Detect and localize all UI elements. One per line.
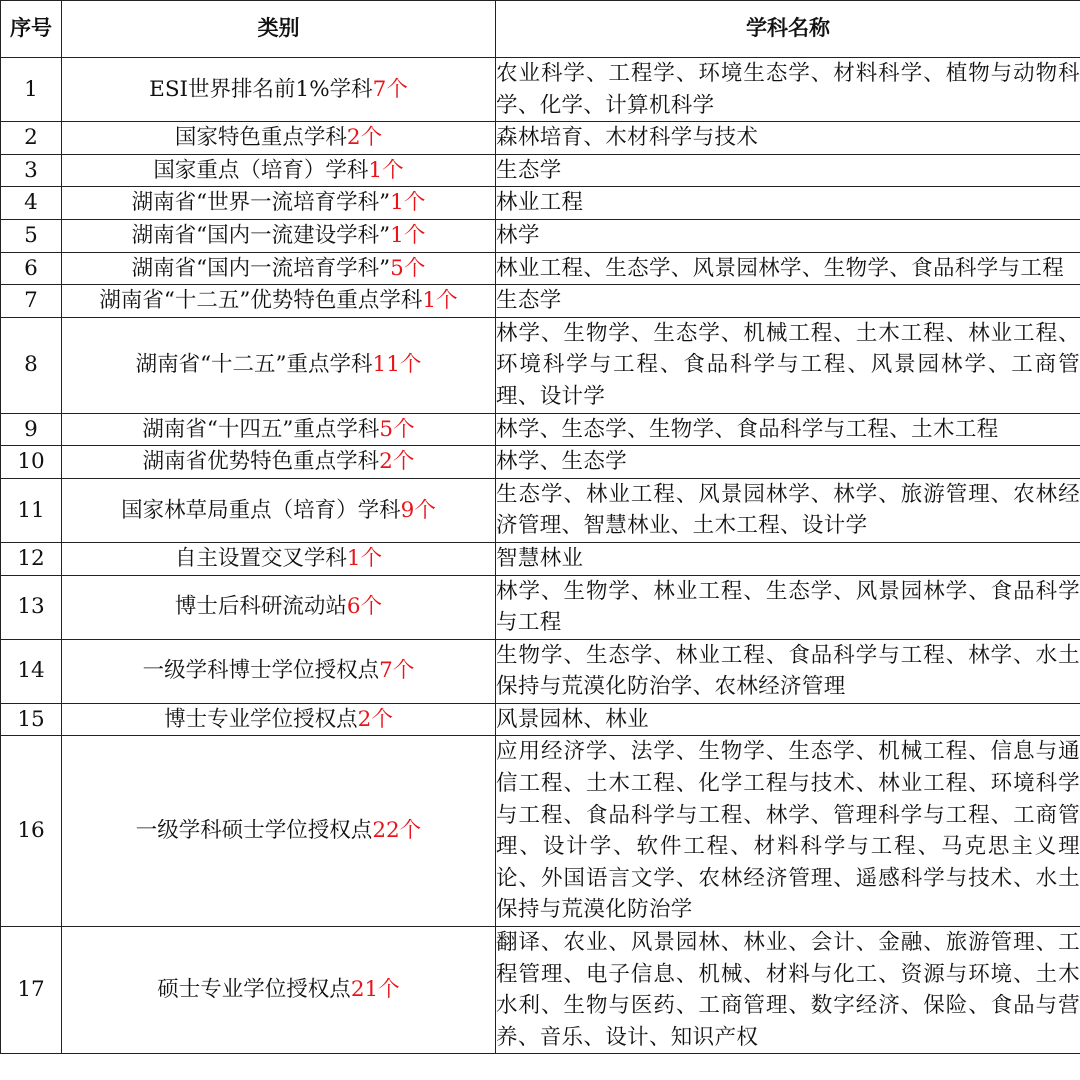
- row-index: 17: [1, 927, 62, 1054]
- category-count: 2: [346, 125, 361, 151]
- category-count: 5: [379, 416, 394, 442]
- header-row: [1, 1, 1080, 58]
- row-index: 15: [1, 703, 62, 736]
- row-discipline-names: 林学、生态学、生物学、食品科学与工程、土木工程: [496, 413, 1080, 446]
- row-index: 11: [1, 478, 62, 542]
- row-index: 5: [1, 219, 62, 252]
- row-index: 6: [1, 252, 62, 285]
- table-row: [1, 317, 1080, 413]
- row-category: [62, 58, 496, 122]
- table-row: [1, 639, 1080, 703]
- category-count: 1: [390, 222, 404, 248]
- category-label: 湖南省“十二五”重点学科: [135, 352, 373, 378]
- row-discipline-names: 林学、生物学、林业工程、生态学、风景园林学、食品科学与工程: [496, 575, 1080, 639]
- row-category: [62, 927, 496, 1054]
- row-discipline-names: 智慧林业: [496, 542, 1080, 575]
- header-category: 类别: [62, 1, 496, 58]
- category-count-unit: 个: [360, 545, 383, 571]
- category-count: 7: [372, 76, 387, 102]
- category-count: 6: [346, 594, 361, 620]
- category-label: 博士专业学位授权点: [164, 706, 358, 732]
- category-count: 22: [372, 818, 400, 844]
- row-index: 13: [1, 575, 62, 639]
- category-count: 2: [379, 449, 393, 475]
- category-count: 1: [422, 288, 437, 314]
- table-row: [1, 736, 1080, 927]
- category-count-unit: 个: [392, 449, 415, 475]
- table-row: [1, 219, 1080, 252]
- row-category: [62, 122, 496, 155]
- category-label: 博士后科研流动站: [174, 594, 347, 620]
- category-label: 国家林草局重点（培育）学科: [121, 497, 401, 523]
- category-label: 湖南省“十二五”优势特色重点学科: [99, 288, 423, 314]
- row-category: [62, 187, 496, 220]
- row-category: [62, 542, 496, 575]
- table-row: [1, 478, 1080, 542]
- category-count-unit: 个: [360, 594, 383, 620]
- category-count-unit: 个: [414, 497, 436, 523]
- table-row: [1, 413, 1080, 446]
- row-category: [62, 575, 496, 639]
- table-row: [1, 703, 1080, 736]
- row-index: 12: [1, 542, 62, 575]
- category-count: 5: [390, 255, 404, 281]
- category-count-unit: 个: [360, 125, 383, 151]
- category-count-unit: 个: [403, 255, 426, 281]
- category-label: 国家特色重点学科: [174, 125, 347, 151]
- row-category: [62, 736, 496, 927]
- row-category: [62, 446, 496, 479]
- row-discipline-names: 林学、生物学、生态学、机械工程、土木工程、林业工程、环境科学与工程、食品科学与工程、风景园林学、工商管理、设计学: [496, 317, 1080, 413]
- category-count-unit: 个: [399, 352, 422, 378]
- category-count: 9: [400, 497, 415, 523]
- row-index: 3: [1, 154, 62, 187]
- table-row: [1, 187, 1080, 220]
- row-index: 1: [1, 58, 62, 122]
- row-category: [62, 285, 496, 318]
- category-label: ESI世界排名前1%学科: [149, 76, 373, 102]
- row-index: 9: [1, 413, 62, 446]
- row-discipline-names: 生态学: [496, 285, 1080, 318]
- category-count: 1: [346, 545, 361, 571]
- table-row: [1, 252, 1080, 285]
- row-discipline-names: 应用经济学、法学、生物学、生态学、机械工程、信息与通信工程、土木工程、化学工程与技术、林业工程、环境科学与工程、食品科学与工程、林学、管理科学与工程、工商管理、设计学、软件工程、材料科学与工程、马克思主义理论、外国语言文学、农林经济管理、遥感科学与技术、水土保持与荒漠化防治学: [496, 736, 1080, 927]
- category-label: 湖南省优势特色重点学科: [142, 449, 380, 475]
- table-row: [1, 446, 1080, 479]
- row-discipline-names: 农业科学、工程学、环境生态学、材料科学、植物与动物科学、化学、计算机科学: [496, 58, 1080, 122]
- table-row: [1, 154, 1080, 187]
- category-label: 国家重点（培育）学科: [153, 157, 369, 183]
- table-row: [1, 122, 1080, 155]
- row-discipline-names: 林业工程、生态学、风景园林学、生物学、食品科学与工程: [496, 252, 1080, 285]
- row-discipline-names: 森林培育、木材科学与技术: [496, 122, 1080, 155]
- row-discipline-names: 林学、生态学: [496, 446, 1080, 479]
- row-category: [62, 154, 496, 187]
- row-category: [62, 317, 496, 413]
- category-count: 21: [350, 977, 379, 1003]
- row-discipline-names: 生物学、生态学、林业工程、食品科学与工程、林学、水土保持与荒漠化防治学、农林经济管理: [496, 639, 1080, 703]
- category-count-unit: 个: [403, 222, 426, 248]
- category-count: 2: [357, 706, 372, 732]
- category-count-unit: 个: [386, 76, 408, 102]
- row-category: [62, 413, 496, 446]
- row-category: [62, 252, 496, 285]
- category-count: 1: [368, 157, 383, 183]
- table-body: [1, 58, 1080, 1054]
- row-category: [62, 639, 496, 703]
- row-category: [62, 219, 496, 252]
- category-count-unit: 个: [382, 157, 404, 183]
- category-count: 7: [379, 658, 393, 684]
- table-row: [1, 285, 1080, 318]
- category-count-unit: 个: [403, 190, 426, 216]
- category-count-unit: 个: [436, 288, 458, 314]
- table-row: [1, 927, 1080, 1054]
- category-label: 自主设置交叉学科: [174, 545, 347, 571]
- category-label: 湖南省“世界一流培育学科”: [131, 190, 391, 216]
- category-label: 一级学科博士学位授权点: [142, 658, 380, 684]
- row-discipline-names: 生态学、林业工程、风景园林学、林学、旅游管理、农林经济管理、智慧林业、土木工程、设计学: [496, 478, 1080, 542]
- table-row: [1, 542, 1080, 575]
- category-label: 湖南省“十四五”重点学科: [142, 416, 380, 442]
- category-label: 湖南省“国内一流建设学科”: [131, 222, 391, 248]
- category-count-unit: 个: [393, 416, 415, 442]
- row-index: 4: [1, 187, 62, 220]
- header-names: 学科名称: [496, 1, 1080, 58]
- row-index: 2: [1, 122, 62, 155]
- category-count-unit: 个: [371, 706, 393, 732]
- category-label: 一级学科硕士学位授权点: [135, 818, 373, 844]
- category-label: 硕士专业学位授权点: [157, 977, 351, 1003]
- row-discipline-names: 生态学: [496, 154, 1080, 187]
- category-count: 11: [372, 352, 400, 378]
- row-index: 7: [1, 285, 62, 318]
- category-count-unit: 个: [392, 658, 415, 684]
- row-discipline-names: 风景园林、林业: [496, 703, 1080, 736]
- row-category: [62, 703, 496, 736]
- table-row: [1, 575, 1080, 639]
- row-discipline-names: 翻译、农业、风景园林、林业、会计、金融、旅游管理、工程管理、电子信息、机械、材料与化工、资源与环境、土木水利、生物与医药、工商管理、数字经济、保险、食品与营养、音乐、设计、知识产权: [496, 927, 1080, 1054]
- row-index: 16: [1, 736, 62, 927]
- row-index: 10: [1, 446, 62, 479]
- table-row: [1, 58, 1080, 122]
- category-count-unit: 个: [378, 977, 400, 1003]
- row-index: 8: [1, 317, 62, 413]
- row-index: 14: [1, 639, 62, 703]
- row-discipline-names: 林学: [496, 219, 1080, 252]
- category-count: 1: [390, 190, 404, 216]
- row-category: [62, 478, 496, 542]
- category-count-unit: 个: [399, 818, 422, 844]
- header-index: 序号: [1, 1, 62, 58]
- row-discipline-names: 林业工程: [496, 187, 1080, 220]
- category-label: 湖南省“国内一流培育学科”: [131, 255, 391, 281]
